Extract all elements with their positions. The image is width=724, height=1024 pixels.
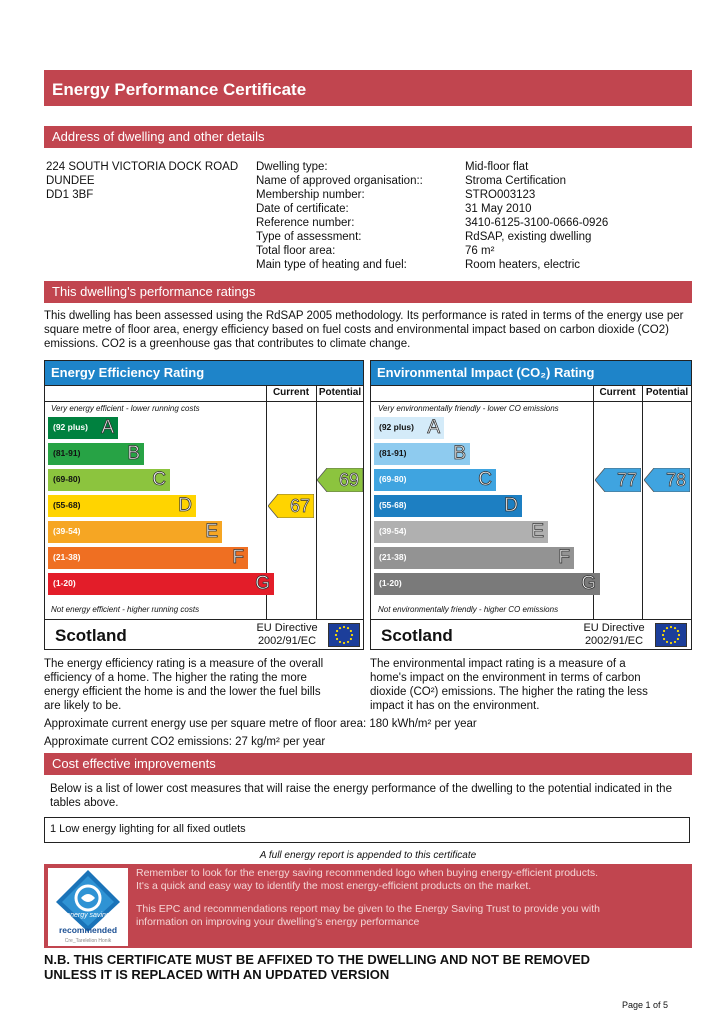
eu-star	[347, 641, 349, 643]
eu-star	[666, 641, 668, 643]
ei-col-current: Current	[599, 387, 636, 398]
rating-band-f	[374, 547, 574, 569]
current-rating-marker	[595, 468, 641, 492]
eu-star	[663, 630, 665, 632]
eu-star	[343, 626, 345, 628]
eu-star	[339, 627, 341, 629]
band-letter: D	[504, 495, 518, 516]
detail-label: Membership number:	[256, 189, 365, 201]
band-range: (1-20)	[53, 578, 76, 588]
band-letter: C	[478, 469, 492, 490]
logo-text-top: energy saving	[66, 912, 110, 919]
detail-value: STRO003123	[465, 189, 536, 201]
energy-efficiency-chart	[44, 360, 364, 650]
band-range: (69-80)	[53, 474, 81, 484]
ee-eu-line2: 2002/91/EC	[257, 635, 317, 647]
rating-band-a	[48, 417, 118, 439]
ei-col-potential: Potential	[645, 387, 689, 398]
rating-band-c	[374, 469, 496, 491]
detail-label: Dwelling type:	[256, 161, 328, 173]
band-range: (1-20)	[379, 578, 402, 588]
nb-line-1: N.B. THIS CERTIFICATE MUST BE AFFIXED TO THE DWELLING AND NOT BE REMOVED	[44, 952, 590, 967]
eu-flag-icon	[655, 623, 687, 647]
details-values	[465, 160, 690, 272]
eu-star	[677, 630, 679, 632]
band-range: (92 plus)	[53, 422, 88, 432]
ee-explanation: The energy efficiency rating is a measure of the overall efficiency of a home. The higher the rating the more energy efficient the home is and the lower the fuel bills are likely to be.	[44, 658, 324, 712]
detail-value: Stroma Certification	[465, 175, 566, 187]
band-range: (55-68)	[379, 500, 407, 510]
ei-top-note: Very environmentally friendly - lower CO emissions	[378, 404, 559, 413]
potential-rating-marker	[644, 468, 690, 492]
detail-label: Date of certificate:	[256, 203, 349, 215]
ei-bottom-note: Not environmentally friendly - higher CO emissions	[378, 605, 559, 614]
co2-line: Approximate current CO2 emissions: 27 kg/m² per year	[44, 736, 326, 748]
ei-eu-directive	[579, 622, 649, 648]
ei-explanation: The environmental impact rating is a measure of a home's impact on the environment in terms of carbon dioxide (CO²) emissions. The higher the rating the less impact it has on the environment.	[370, 658, 648, 712]
current-rating-marker-value: 67	[289, 496, 310, 516]
energy-saving-banner	[44, 864, 692, 948]
banner-text-1	[136, 867, 686, 893]
ee-country: Scotland	[55, 626, 127, 645]
eu-star	[666, 627, 668, 629]
environmental-impact-chart	[370, 360, 692, 650]
eu-stars-icon	[656, 624, 686, 646]
certificate-title: Energy Performance Certificate	[44, 70, 692, 106]
rating-band-d	[374, 495, 522, 517]
rating-band-e	[48, 521, 222, 543]
detail-label: Name of approved organisation::	[256, 175, 423, 187]
band-letter: C	[152, 469, 166, 490]
band-range: (39-54)	[53, 526, 81, 536]
band-range: (69-80)	[379, 474, 407, 484]
band-letter: B	[127, 443, 140, 464]
rating-band-b	[48, 443, 144, 465]
eu-star	[336, 638, 338, 640]
band-range: (39-54)	[379, 526, 407, 536]
ee-chart-title: Energy Efficiency Rating	[45, 361, 363, 385]
ei-eu-line2: 2002/91/EC	[584, 635, 644, 647]
detail-value: 31 May 2010	[465, 203, 532, 215]
energy-use-line: Approximate current energy use per square metre of floor area: 180 kWh/m² per year	[44, 718, 477, 730]
address-section-heading: Address of dwelling and other details	[44, 126, 692, 148]
address-line-2: DUNDEE	[46, 175, 95, 187]
address-line-3: DD1 3BF	[46, 189, 94, 201]
logo-text-bottom: recommended	[58, 925, 118, 935]
band-letter: A	[101, 417, 114, 438]
details-labels	[256, 160, 461, 272]
rating-band-b	[374, 443, 470, 465]
eu-star	[343, 642, 345, 644]
eu-star	[350, 630, 352, 632]
ee-col-potential: Potential	[318, 387, 362, 398]
eu-star	[350, 638, 352, 640]
band-letter: F	[558, 547, 570, 568]
band-letter: D	[178, 495, 192, 516]
band-range: (81-91)	[379, 448, 407, 458]
banner-line-3: This EPC and recommendations report may be given to the Energy Saving Trust to provide you with	[136, 903, 600, 915]
band-letter: E	[531, 521, 544, 542]
banner-line-1: Remember to look for the energy saving recommended logo when buying energy-efficient products.	[136, 867, 599, 879]
ee-bottom-note: Not energy efficient - higher running costs	[51, 605, 200, 614]
performance-section-heading: This dwelling's performance ratings	[44, 281, 692, 303]
eu-star	[670, 626, 672, 628]
address-line-1: 224 SOUTH VICTORIA DOCK ROAD	[46, 161, 239, 173]
banner-line-4: information on improving your dwelling's energy performance	[136, 916, 420, 928]
ee-col-current: Current	[272, 387, 310, 398]
nb-line-2: UNLESS IT IS REPLACED WITH AN UPDATED VERSION	[44, 967, 390, 982]
band-range: (21-38)	[379, 552, 407, 562]
performance-intro: This dwelling has been assessed using the RdSAP 2005 methodology. Its performance is rated in terms of the energy use per square metre of floor area, energy efficiency based on fuel costs and environmental impact based on carbon dioxide (CO2) emissions. CO2 is a greenhouse gas that contributes to climate change.	[44, 310, 684, 350]
ee-top-note: Very energy efficient - lower running costs	[51, 404, 200, 413]
improvement-item: 1 Low energy lighting for all fixed outlets	[44, 817, 690, 843]
detail-label: Reference number:	[256, 217, 355, 229]
improvements-intro: Below is a list of lower cost measures that will raise the energy performance of the dwelling to the potential indicated in the tables above.	[50, 783, 672, 809]
detail-label: Total floor area:	[256, 245, 336, 257]
detail-value: Mid-floor flat	[465, 161, 529, 173]
ee-eu-line1: EU Directive	[256, 622, 318, 634]
band-letter: A	[427, 417, 440, 438]
eu-star	[347, 627, 349, 629]
full-report-note: A full energy report is appended to this certificate	[259, 850, 477, 861]
rating-band-d	[48, 495, 196, 517]
nb-notice	[44, 952, 692, 982]
eu-star	[674, 627, 676, 629]
eu-star	[670, 642, 672, 644]
logo-caption: Cre_Tarelelion Honik	[64, 938, 112, 944]
potential-rating-marker-value: 69	[338, 470, 359, 490]
detail-value: 3410-6125-3100-0666-0926	[465, 217, 609, 229]
potential-rating-marker	[317, 468, 363, 492]
current-rating-marker	[268, 494, 314, 518]
rating-band-f	[48, 547, 248, 569]
band-range: (21-38)	[53, 552, 81, 562]
band-letter: E	[205, 521, 218, 542]
eu-star	[336, 630, 338, 632]
ei-country: Scotland	[381, 626, 453, 645]
detail-label: Main type of heating and fuel:	[256, 259, 407, 271]
banner-text-2	[136, 903, 686, 929]
rating-band-e	[374, 521, 548, 543]
band-letter: F	[232, 547, 244, 568]
eu-star	[677, 638, 679, 640]
band-range: (92 plus)	[379, 422, 414, 432]
band-range: (81-91)	[53, 448, 81, 458]
address-block	[46, 160, 251, 202]
improvements-section-heading: Cost effective improvements	[44, 753, 692, 775]
eu-star	[335, 634, 337, 636]
eu-star	[674, 641, 676, 643]
eu-star	[678, 634, 680, 636]
eu-star	[351, 634, 353, 636]
eu-star	[339, 641, 341, 643]
band-letter: G	[255, 573, 270, 594]
rating-band-g	[374, 573, 600, 595]
potential-rating-marker-value: 78	[665, 470, 686, 490]
ee-eu-directive	[252, 622, 322, 648]
ei-eu-line1: EU Directive	[583, 622, 645, 634]
eu-stars-icon	[329, 624, 359, 646]
band-range: (55-68)	[53, 500, 81, 510]
page-number: Page 1 of 5	[622, 1000, 669, 1010]
rating-band-c	[48, 469, 170, 491]
detail-value: RdSAP, existing dwelling	[465, 231, 592, 243]
rating-band-g	[48, 573, 274, 595]
rating-band-a	[374, 417, 444, 439]
banner-line-2: It's a quick and easy way to identify the most energy-efficient products on the market.	[136, 880, 532, 892]
detail-value: Room heaters, electric	[465, 259, 581, 271]
energy-saving-recommended-logo	[48, 868, 128, 946]
eu-star	[663, 638, 665, 640]
eu-flag-icon	[328, 623, 360, 647]
detail-value: 76 m²	[465, 245, 495, 257]
ei-chart-title: Environmental Impact (CO₂) Rating	[371, 361, 691, 385]
detail-label: Type of assessment:	[256, 231, 362, 243]
band-letter: B	[453, 443, 466, 464]
current-rating-marker-value: 77	[616, 470, 637, 490]
band-letter: G	[581, 573, 596, 594]
eu-star	[662, 634, 664, 636]
